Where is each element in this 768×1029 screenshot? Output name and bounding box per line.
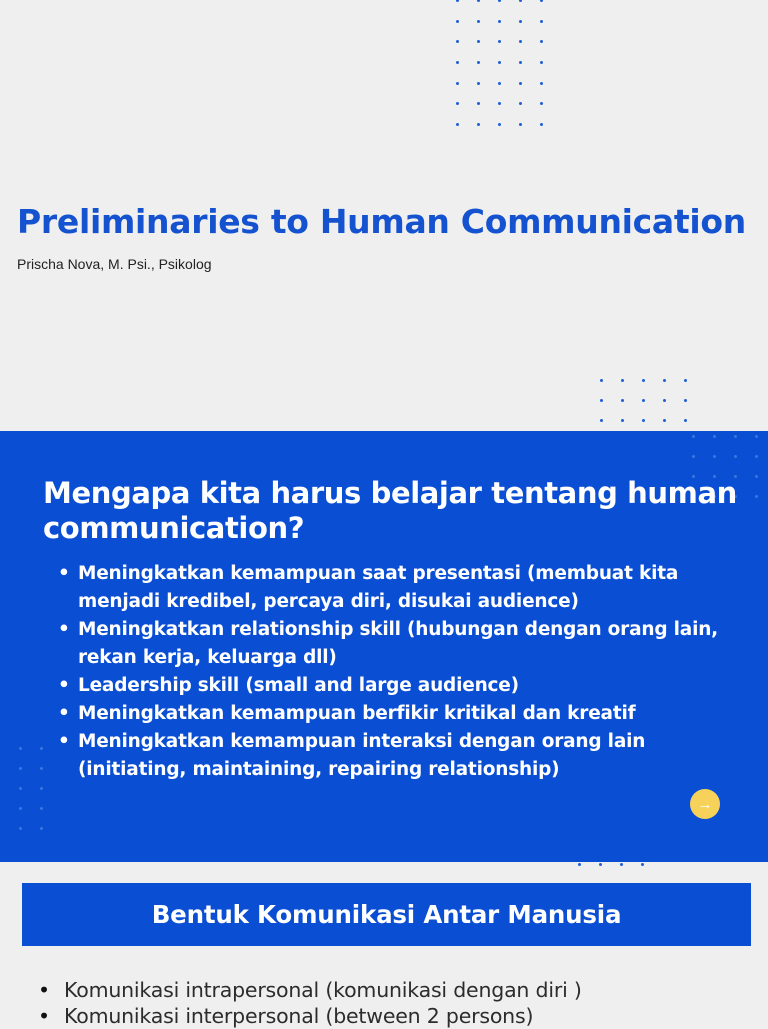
decorative-dot xyxy=(456,40,459,43)
slide-title xyxy=(0,0,768,431)
decorative-dot xyxy=(40,787,43,790)
decorative-dot xyxy=(600,379,603,382)
decorative-dot-grid xyxy=(600,379,705,431)
decorative-dot xyxy=(540,123,543,126)
decorative-dot xyxy=(498,0,501,2)
decorative-dot xyxy=(40,747,43,750)
decorative-dot xyxy=(40,767,43,770)
decorative-dot xyxy=(692,435,695,438)
decorative-dot xyxy=(713,455,716,458)
decorative-dot xyxy=(519,0,522,2)
decorative-dot xyxy=(519,123,522,126)
decorative-dot xyxy=(540,82,543,85)
decorative-dot xyxy=(540,0,543,2)
list-item: • Meningkatkan kemampuan saat presentasi (membuat kita menjadi kredibel, percaya diri, disukai audience) xyxy=(57,560,727,616)
list-item: • Leadership skill (small and large audience) xyxy=(57,672,727,700)
decorative-dot xyxy=(477,40,480,43)
decorative-dot xyxy=(713,435,716,438)
decorative-dot xyxy=(40,807,43,810)
decorative-dot xyxy=(498,61,501,64)
decorative-dot xyxy=(456,61,459,64)
list-item: • Komunikasi interpersonal (between 2 persons) xyxy=(38,1003,758,1029)
decorative-dot xyxy=(477,102,480,105)
decorative-dot xyxy=(477,0,480,2)
decorative-dot xyxy=(755,475,758,478)
decorative-dot xyxy=(477,123,480,126)
decorative-dot xyxy=(663,419,666,422)
decorative-dot xyxy=(477,61,480,64)
decorative-dot xyxy=(19,807,22,810)
decorative-dot xyxy=(755,495,758,498)
decorative-dot xyxy=(519,82,522,85)
slide-why-learn xyxy=(0,431,768,862)
decorative-dot xyxy=(519,102,522,105)
presentation-title: Preliminaries to Human Communication xyxy=(17,202,746,241)
decorative-dot xyxy=(498,82,501,85)
decorative-dot xyxy=(642,419,645,422)
decorative-dot xyxy=(519,40,522,43)
decorative-dot xyxy=(540,102,543,105)
communication-forms-list xyxy=(38,977,758,1029)
decorative-dot xyxy=(642,399,645,402)
decorative-dot xyxy=(19,827,22,830)
slide-question-heading: Mengapa kita harus belajar tentang human communication? xyxy=(43,476,737,545)
decorative-dot xyxy=(498,40,501,43)
decorative-dot xyxy=(456,20,459,23)
list-item: • Komunikasi intrapersonal (komunikasi dengan diri ) xyxy=(38,977,758,1003)
decorative-dot xyxy=(498,102,501,105)
author-name: Prischa Nova, M. Psi., Psikolog xyxy=(17,256,212,272)
decorative-dot xyxy=(684,399,687,402)
decorative-dot xyxy=(599,863,602,866)
decorative-dot xyxy=(498,20,501,23)
decorative-dot xyxy=(684,419,687,422)
list-item: • Meningkatkan relationship skill (hubungan dengan orang lain, rekan kerja, keluarga dll) xyxy=(57,616,727,672)
decorative-dot xyxy=(40,827,43,830)
decorative-dot xyxy=(663,399,666,402)
decorative-dot xyxy=(684,379,687,382)
decorative-dot xyxy=(692,455,695,458)
arrow-right-icon: → xyxy=(697,795,713,813)
decorative-dot xyxy=(663,379,666,382)
decorative-dot xyxy=(19,767,22,770)
decorative-dot xyxy=(734,455,737,458)
decorative-dot xyxy=(519,61,522,64)
decorative-dot xyxy=(578,863,581,866)
list-item: • Meningkatkan kemampuan interaksi dengan orang lain (initiating, maintaining, repairing relationship) xyxy=(57,728,727,784)
decorative-dot xyxy=(600,419,603,422)
decorative-dot xyxy=(477,82,480,85)
decorative-dot xyxy=(642,379,645,382)
decorative-dot xyxy=(620,863,623,866)
decorative-dot xyxy=(498,123,501,126)
decorative-dot xyxy=(477,20,480,23)
decorative-dot xyxy=(540,20,543,23)
decorative-dot xyxy=(519,20,522,23)
section-banner xyxy=(22,883,751,946)
decorative-dot-grid xyxy=(456,0,561,144)
banner-title: Bentuk Komunikasi Antar Manusia xyxy=(151,900,622,929)
reasons-list xyxy=(57,560,727,784)
decorative-dot xyxy=(600,399,603,402)
next-slide-button[interactable] xyxy=(690,789,720,819)
decorative-dot xyxy=(641,863,644,866)
decorative-dot xyxy=(621,399,624,402)
decorative-dot xyxy=(755,455,758,458)
decorative-dot xyxy=(19,747,22,750)
decorative-dot xyxy=(19,787,22,790)
decorative-dot xyxy=(755,435,758,438)
decorative-dot xyxy=(540,40,543,43)
decorative-dot-grid xyxy=(578,863,662,883)
decorative-dot xyxy=(621,419,624,422)
decorative-dot xyxy=(621,379,624,382)
list-item: • Meningkatkan kemampuan berfikir kritikal dan kreatif xyxy=(57,700,727,728)
decorative-dot xyxy=(456,82,459,85)
decorative-dot xyxy=(734,435,737,438)
decorative-dot xyxy=(456,0,459,2)
decorative-dot-grid xyxy=(19,747,61,847)
decorative-dot xyxy=(456,102,459,105)
decorative-dot xyxy=(540,61,543,64)
decorative-dot xyxy=(456,123,459,126)
